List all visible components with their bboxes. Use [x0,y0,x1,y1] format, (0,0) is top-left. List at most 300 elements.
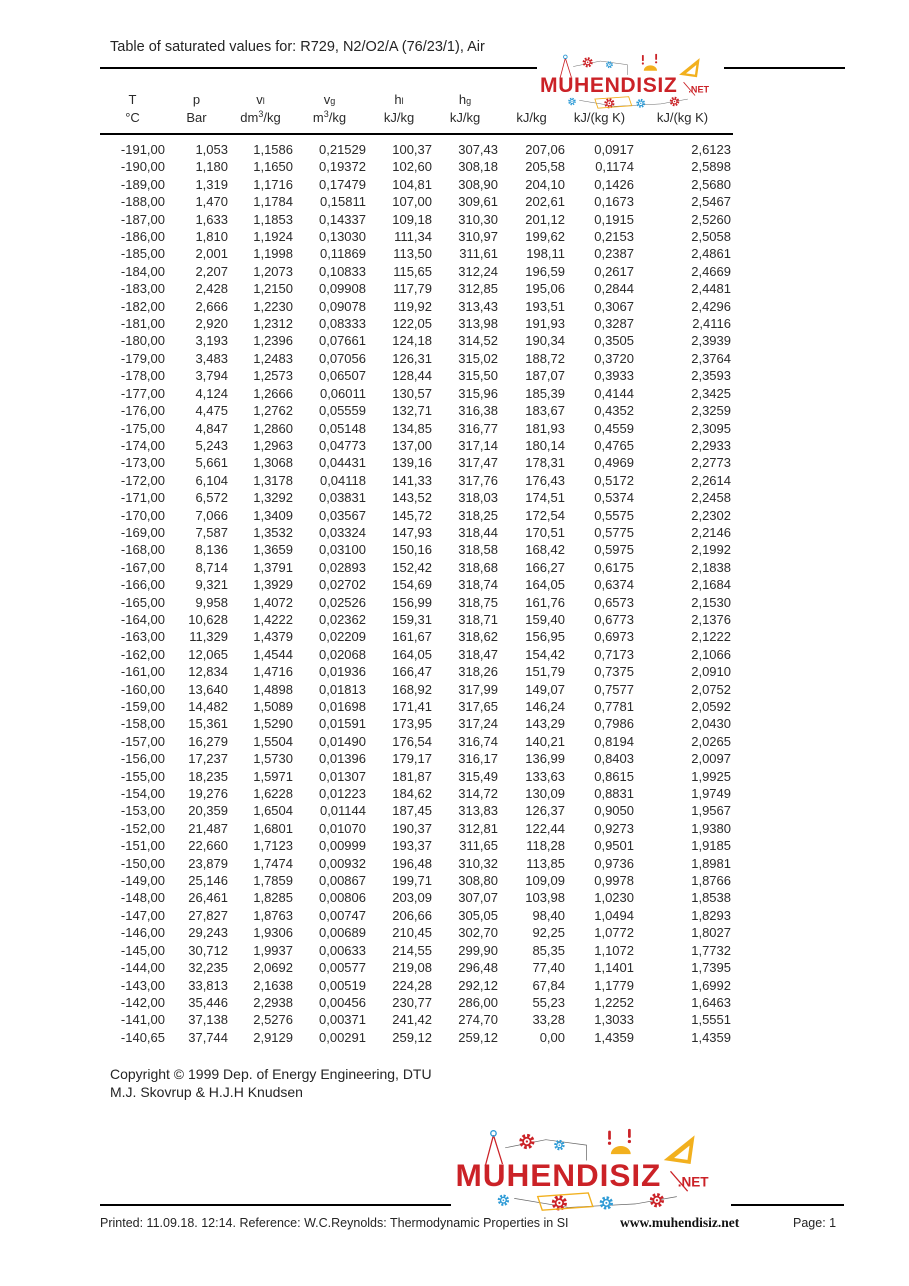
cell-sg: 2,0752 [691,681,731,697]
cell-hg: 316,17 [458,751,498,767]
cell-r: 143,29 [525,716,565,732]
cell-hl: 154,69 [392,577,432,593]
cell-hl: 143,52 [392,490,432,506]
cell-hg: 315,96 [458,385,498,401]
cell-pressure: 1,319 [195,176,228,192]
cell-vl: 1,3409 [253,507,293,523]
cell-r: 122,44 [525,820,565,836]
cell-hl: 161,67 [392,629,432,645]
cell-sl: 1,1401 [594,960,634,976]
cell-sg: 2,5898 [691,159,731,175]
cell-sg: 2,1992 [691,542,731,558]
cell-vl: 2,2938 [253,994,293,1010]
cell-sg: 2,4669 [691,263,731,279]
cell-temperature: -188,00 [120,194,165,210]
cell-vl: 1,3929 [253,577,293,593]
cell-hg: 310,30 [458,211,498,227]
cell-vl: 1,1924 [253,229,293,245]
table-row [100,768,731,785]
cell-sl: 1,4359 [594,1029,634,1045]
cell-pressure: 13,640 [188,681,228,697]
cell-vl: 1,2963 [253,437,293,453]
cell-hl: 130,57 [392,385,432,401]
cell-sg: 2,3425 [691,385,731,401]
cell-hg: 312,81 [458,820,498,836]
cell-r: 149,07 [525,681,565,697]
cell-vl: 2,1638 [253,977,293,993]
cell-pressure: 9,958 [195,594,228,610]
cell-r: 180,14 [525,437,565,453]
cell-r: 67,84 [532,977,565,993]
cell-pressure: 5,243 [195,437,228,453]
cell-r: 77,40 [532,960,565,976]
table-row [100,211,731,228]
cell-r: 109,09 [525,873,565,889]
cell-vl: 1,1998 [253,246,293,262]
cell-temperature: -181,00 [120,316,165,332]
table-row [100,959,731,976]
cell-temperature: -160,00 [120,681,165,697]
cell-temperature: -161,00 [120,664,165,680]
cell-sl: 0,5172 [594,472,634,488]
cell-sg: 1,9925 [691,768,731,784]
cell-sg: 2,3259 [691,403,731,419]
cell-vl: 2,0692 [253,960,293,976]
cell-hl: 126,31 [392,350,432,366]
cell-r: 190,34 [525,333,565,349]
cell-vg: 0,03567 [319,507,366,523]
cell-hg: 317,76 [458,472,498,488]
cell-hl: 117,79 [393,281,432,297]
cell-hl: 179,17 [392,751,432,767]
cell-hg: 308,90 [458,176,498,192]
cell-temperature: -183,00 [120,281,165,297]
cell-hl: 164,05 [392,646,432,662]
cell-sg: 1,8027 [691,925,731,941]
cell-pressure: 14,482 [188,699,228,714]
cell-vl: 1,5730 [253,751,293,767]
cell-r: 181,93 [525,420,565,436]
table-row [100,889,731,906]
cell-sg: 1,9185 [691,838,731,854]
saturation-table [100,141,731,1046]
cell-hg: 292,12 [458,977,498,993]
cell-vg: 0,21529 [319,142,366,157]
cell-temperature: -154,00 [120,786,165,802]
cell-temperature: -140,65 [120,1029,165,1045]
cell-hg: 314,52 [458,333,498,349]
cell-r: 0,00 [539,1029,565,1045]
cell-hg: 315,02 [458,350,498,366]
cell-r: 178,31 [525,455,565,471]
cell-hg: 312,24 [458,263,498,279]
cell-sg: 1,8293 [691,907,731,923]
cell-sg: 1,7732 [691,942,731,958]
cell-sl: 0,9736 [594,855,634,871]
table-row [100,837,731,854]
cell-hg: 286,00 [458,994,498,1010]
cell-temperature: -189,00 [120,176,165,192]
footer-website: www.muhendisiz.net [620,1215,740,1230]
cell-pressure: 7,587 [195,524,228,540]
cell-hl: 214,55 [392,942,432,958]
cell-temperature: -149,00 [120,873,165,889]
cell-vl: 1,3659 [253,542,293,558]
cell-temperature: -145,00 [120,942,165,958]
cell-vl: 1,1853 [253,211,293,227]
cell-temperature: -141,00 [120,1012,165,1028]
cell-pressure: 5,661 [195,455,228,471]
cell-hl: 230,77 [392,994,432,1010]
cell-vl: 1,2573 [253,368,293,384]
cell-vl: 1,2860 [253,420,293,436]
cell-hg: 311,61 [459,246,498,262]
cell-vl: 1,5089 [253,699,293,714]
cell-r: 33,28 [532,1012,565,1028]
muhendisiz-logo-bottom [451,1126,731,1213]
table-row [100,646,731,663]
cell-vg: 0,01223 [319,786,366,802]
cell-hg: 310,97 [458,229,498,245]
cell-pressure: 22,660 [188,838,228,854]
cell-vg: 0,01307 [319,768,366,784]
cell-sg: 2,6123 [691,142,731,157]
cell-pressure: 23,879 [188,855,228,871]
cell-pressure: 2,666 [195,298,228,314]
cell-hl: 193,37 [392,838,432,854]
cell-hg: 318,75 [458,594,498,610]
table-row [100,820,731,837]
cell-hl: 176,54 [392,733,432,749]
cell-sl: 1,0494 [594,907,634,923]
cell-hl: 109,18 [392,211,432,227]
cell-temperature: -151,00 [120,838,165,854]
cell-hg: 317,24 [458,716,498,732]
table-row [100,507,731,524]
cell-sl: 0,1174 [595,159,634,175]
cell-pressure: 15,361 [188,716,228,732]
cell-hl: 132,71 [392,403,432,419]
cell-sl: 0,0917 [594,142,634,157]
cell-temperature: -152,00 [120,820,165,836]
cell-sl: 0,9978 [594,873,634,889]
cell-vl: 1,9306 [253,925,293,941]
cell-sg: 2,0592 [691,699,731,714]
cell-vg: 0,00291 [319,1029,366,1045]
cell-r: 140,21 [525,733,565,749]
cell-sl: 0,8831 [594,786,634,802]
cell-vg: 0,06011 [319,385,366,401]
cell-r: 156,95 [525,629,565,645]
cell-hl: 173,95 [392,716,432,732]
cell-sg: 2,2773 [691,455,731,471]
cell-temperature: -165,00 [120,594,165,610]
cell-sg: 1,8981 [691,855,731,871]
cell-vl: 1,3178 [253,472,293,488]
cell-hg: 318,68 [458,559,498,575]
cell-temperature: -144,00 [120,960,165,976]
cell-vg: 0,05148 [319,420,366,436]
cell-r: 166,27 [525,559,565,575]
cell-r: 195,06 [525,281,565,297]
cell-sl: 0,9273 [594,820,634,836]
cell-vg: 0,14337 [319,211,366,227]
cell-pressure: 37,744 [188,1029,228,1045]
cell-sg: 2,3764 [691,350,731,366]
cell-r: 176,43 [525,472,565,488]
cell-temperature: -179,00 [120,350,165,366]
col-unit-hg: kJ/kg [449,109,481,125]
cell-vg: 0,01698 [319,699,366,714]
table-row [100,994,731,1011]
cell-vg: 0,06507 [319,368,366,384]
cell-sl: 0,5775 [594,524,634,540]
cell-hg: 308,18 [458,159,498,175]
cell-sl: 0,7986 [594,716,634,732]
cell-hl: 145,72 [392,507,432,523]
cell-vg: 0,01144 [319,803,366,819]
cell-vl: 1,4544 [253,646,293,662]
cell-vg: 0,04118 [319,472,366,488]
cell-pressure: 2,001 [195,246,228,262]
cell-pressure: 6,572 [195,490,228,506]
cell-hg: 318,44 [458,524,498,540]
table-row [100,942,731,959]
col-unit-T: °C [125,109,140,125]
cell-hg: 316,77 [458,420,498,436]
cell-hl: 190,37 [392,820,432,836]
cell-hg: 318,71 [458,611,498,627]
cell-r: 154,42 [525,646,565,662]
cell-vg: 0,00577 [319,960,366,976]
cell-hl: 139,16 [392,455,432,471]
cell-sl: 0,5975 [594,542,634,558]
cell-pressure: 12,834 [188,664,228,680]
cell-sg: 2,4481 [691,281,731,297]
cell-hl: 137,00 [392,437,432,453]
table-row [100,489,731,506]
cell-hg: 318,74 [458,577,498,593]
cell-vg: 0,00456 [319,994,366,1010]
table-row [100,698,731,715]
cell-r: 187,07 [525,368,565,384]
table-row [100,437,731,454]
cell-vg: 0,00747 [319,907,366,923]
cell-hg: 313,43 [458,298,498,314]
cell-vg: 0,11869 [319,246,366,262]
cell-vg: 0,19372 [319,159,366,175]
cell-hl: 184,62 [392,786,432,802]
cell-vg: 0,17479 [319,176,366,192]
cell-vl: 1,5971 [253,768,293,784]
table-row [100,715,731,732]
cell-pressure: 27,827 [188,907,228,923]
cell-vg: 0,09078 [319,298,366,314]
cell-temperature: -163,00 [120,629,165,645]
cell-vg: 0,02893 [319,559,366,575]
cell-vg: 0,07661 [319,333,366,349]
cell-vg: 0,09908 [319,281,366,297]
cell-hl: 171,41 [392,699,432,714]
cell-sg: 2,2933 [691,437,731,453]
cell-vg: 0,00633 [319,942,366,958]
cell-pressure: 2,920 [195,316,228,332]
cell-pressure: 21,487 [188,820,228,836]
cell-temperature: -175,00 [120,420,165,436]
cell-sl: 0,6374 [594,577,634,593]
cell-hl: 150,16 [392,542,432,558]
cell-sl: 0,2844 [594,281,634,297]
cell-vl: 1,6504 [253,803,293,819]
cell-temperature: -143,00 [120,977,165,993]
cell-r: 172,54 [525,507,565,523]
cell-sg: 1,5551 [691,1012,731,1028]
cell-temperature: -174,00 [120,437,165,453]
cell-hl: 152,42 [392,559,432,575]
cell-sl: 1,1072 [594,942,634,958]
copyright-line-2: M.J. Skovrup & H.J.H Knudsen [110,1084,303,1100]
cell-sl: 0,4352 [594,403,634,419]
cell-hl: 107,00 [392,194,432,210]
cell-temperature: -171,00 [120,490,165,506]
cell-pressure: 2,428 [195,281,228,297]
cell-r: 185,39 [525,385,565,401]
cell-sg: 1,6463 [691,994,731,1010]
cell-temperature: -190,00 [120,159,165,175]
table-row [100,298,731,315]
cell-vl: 1,6801 [253,820,293,836]
cell-r: 164,05 [525,577,565,593]
cell-r: 201,12 [525,211,565,227]
cell-r: 174,51 [525,490,565,506]
cell-pressure: 1,053 [195,142,228,157]
cell-pressure: 8,714 [195,559,228,575]
col-unit-vl: dm $^3$ /kg [240,108,281,125]
cell-vg: 0,01490 [319,733,366,749]
cell-hg: 308,80 [458,873,498,889]
cell-temperature: -173,00 [120,455,165,471]
cell-pressure: 4,475 [195,403,228,419]
cell-vg: 0,02702 [319,577,366,593]
page-title: Table of saturated values for: R729, N2/O2/A (76/23/1), Air [110,39,485,55]
cell-sg: 2,4116 [692,316,731,332]
cell-sg: 1,9380 [691,820,731,836]
cell-vl: 1,3532 [253,524,293,540]
cell-hl: 199,71 [392,873,432,889]
cell-hl: 206,66 [392,907,432,923]
col-unit-sl: kJ/(kg K) [573,109,626,125]
cell-temperature: -159,00 [120,699,165,714]
cell-r: 92,25 [532,925,565,941]
cell-pressure: 16,279 [188,733,228,749]
cell-vg: 0,02362 [319,611,366,627]
cell-vg: 0,01936 [319,664,366,680]
table-row [100,750,731,767]
col-unit-vg: m $^3$ /kg [312,108,347,125]
cell-vg: 0,13030 [319,229,366,245]
cell-vl: 1,1716 [253,176,293,192]
cell-hg: 305,05 [458,907,498,923]
cell-vl: 2,5276 [253,1012,293,1028]
copyright-line-1: Copyright © 1999 Dep. of Energy Engineering, DTU [110,1066,432,1082]
cell-pressure: 3,483 [195,350,228,366]
cell-hl: 166,47 [392,664,432,680]
cell-r: 199,62 [525,229,565,245]
cell-vl: 2,9129 [253,1029,293,1045]
cell-temperature: -184,00 [120,263,165,279]
cell-r: 133,63 [525,768,565,784]
cell-sl: 0,3720 [594,350,634,366]
cell-hg: 318,26 [458,664,498,680]
cell-vg: 0,01396 [319,751,366,767]
muhendisiz-logo-top [537,52,724,110]
cell-hg: 299,90 [458,942,498,958]
cell-vl: 1,4072 [253,594,293,610]
cell-vl: 1,2762 [253,403,293,419]
cell-sg: 2,0430 [691,716,731,732]
col-unit-p: Bar [186,109,207,125]
cell-hl: 159,31 [392,611,432,627]
cell-hg: 318,47 [458,646,498,662]
cell-vg: 0,03100 [319,542,366,558]
cell-r: 193,51 [525,298,565,314]
cell-vg: 0,00689 [319,925,366,941]
table-row [100,802,731,819]
cell-hl: 219,08 [392,960,432,976]
cell-sg: 2,1530 [691,594,731,610]
cell-hg: 307,43 [458,142,498,157]
cell-vl: 1,7859 [253,873,293,889]
cell-sl: 0,7173 [594,646,634,662]
cell-sg: 2,2146 [691,524,731,540]
cell-r: 188,72 [525,350,565,366]
table-row [100,611,731,628]
cell-pressure: 18,235 [188,768,228,784]
cell-vl: 1,1650 [253,159,293,175]
table-row [100,1011,731,1028]
cell-vl: 1,2073 [253,263,293,279]
table-row [100,855,731,872]
cell-hg: 313,98 [458,316,498,332]
cell-sg: 1,9567 [691,803,731,819]
cell-sl: 0,3067 [594,298,634,314]
table-row [100,733,731,750]
cell-sg: 2,5680 [691,176,731,192]
cell-sg: 2,5467 [691,194,731,210]
cell-hg: 317,47 [458,455,498,471]
cell-vg: 0,00999 [319,838,366,854]
table-row [100,872,731,889]
cell-hg: 317,99 [458,681,498,697]
cell-r: 126,37 [525,803,565,819]
cell-hg: 316,74 [458,733,498,749]
cell-r: 198,11 [526,246,565,262]
col-header-vl: v l [256,91,265,107]
cell-temperature: -191,00 [120,142,165,157]
cell-hl: 124,18 [392,333,432,349]
cell-r: 146,24 [525,699,565,714]
cell-sl: 0,8615 [594,768,634,784]
cell-r: 205,58 [525,159,565,175]
cell-vl: 1,1784 [253,194,293,210]
cell-pressure: 1,633 [195,211,228,227]
cell-hl: 187,45 [392,803,432,819]
cell-sl: 0,1915 [594,211,634,227]
table-row [100,524,731,541]
cell-sg: 1,8538 [691,890,731,906]
cell-vg: 0,00867 [319,873,366,889]
cell-pressure: 3,794 [195,368,228,384]
